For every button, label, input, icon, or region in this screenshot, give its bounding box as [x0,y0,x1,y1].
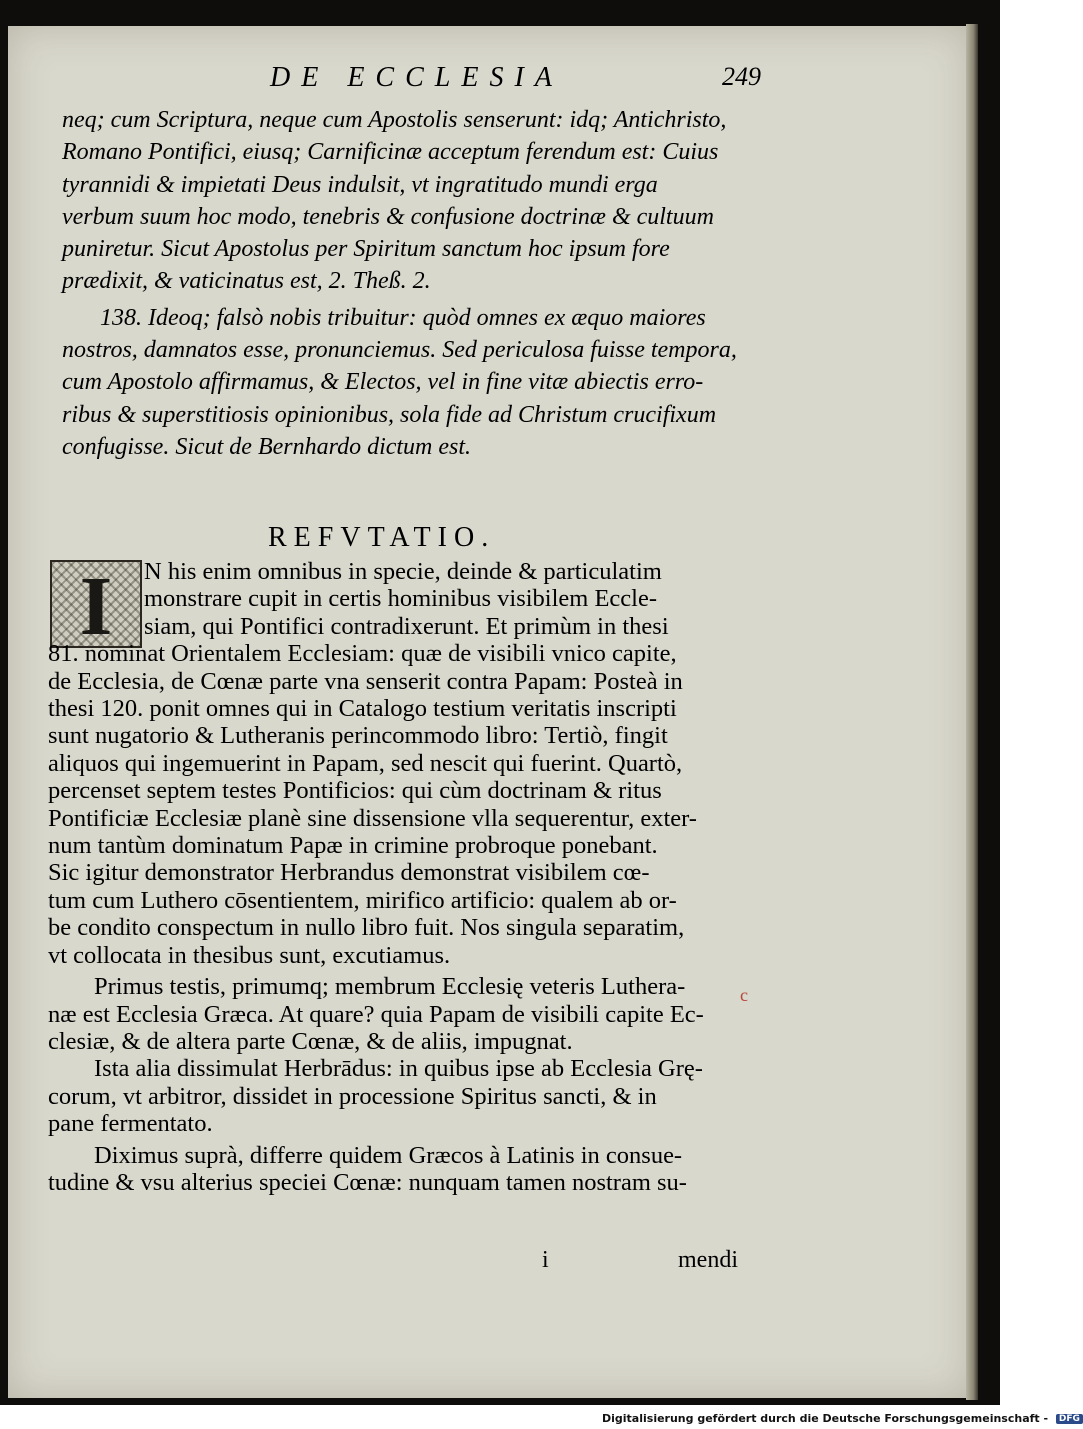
text-line: clesiæ, & de altera parte Cœnæ, & de aliis, impugnat. [48,1027,573,1055]
text-line: Primus testis, primumq; membrum Ecclesię veteris Luthera- [94,973,686,1001]
text-line: corum, vt arbitror, dissidet in processione Spiritus sancti, & in [48,1082,657,1110]
catchword: mendi [678,1247,738,1273]
italic-passage [62,104,782,463]
text-line: percenset septem testes Pontificios: qui cùm doctrinam & ritus [48,777,662,805]
text-line: confugisse. Sicut de Bernhardo dictum est. [62,433,472,460]
text-line: monstrare cupit in certis hominibus visibilem Eccle- [144,585,658,613]
text-line: Ista alia dissimulat Herbrādus: in quibus ipse ab Ecclesia Grę- [94,1055,703,1083]
text-line: prædixit, & vaticinatus est, 2. Theß. 2. [62,268,431,295]
text-line: num tantùm dominatum Papæ in crimine probroque ponebant. [48,832,658,860]
text-line: tyrannidi & impietati Deus indulsit, vt ingratitudo mundi erga [62,171,658,198]
text-line: pane fermentato. [48,1110,213,1138]
text-line: Sic igitur demonstrator Herbrandus demonstrat visibilem cœ- [48,859,650,887]
digitization-footer [602,1412,1083,1425]
text-line: sunt nugatorio & Lutheranis perincommodo libro: Tertiò, fingit [48,722,668,750]
signature-mark: i [542,1247,549,1273]
body-text [48,558,760,1196]
text-line: siam, qui Pontifici contradixerunt. Et primùm in thesi [144,612,669,640]
text-line: thesi 120. ponit omnes qui in Catalogo testium veritatis inscripti [48,695,677,723]
initial-letter: I [79,560,113,653]
text-line: 81. nominat Orientalem Ecclesiam: quæ de visibili vnico capite, [48,640,677,668]
margin-annotation: c [740,985,748,1005]
text-line: verbum suum hoc modo, tenebris & confusione doctrinæ & cultuum [62,203,714,230]
running-head: DE ECCLESIA [270,62,563,93]
page-number: 249 [722,62,761,91]
footer-text: Digitalisierung gefördert durch die Deutsche Forschungsgemeinschaft - [602,1412,1049,1425]
text-line: ribus & superstitiosis opinionibus, sola fide ad Christum crucifixum [62,401,717,428]
italic-paragraph-1 [62,104,782,298]
text-line: cum Apostolo affirmamus, & Electos, vel in fine vitæ abiectis erro- [62,369,704,396]
text-line: Romano Pontifici, eiusq; Carnificinæ acceptum ferendum est: Cuius [62,139,719,166]
text-line: be condito conspectum in nullo libro fuit. Nos singula separatim, [48,914,685,942]
section-heading: REFVTATIO. [268,522,496,553]
text-line: Diximus suprà, differre quidem Græcos à Latinis in consue- [94,1141,683,1169]
text-line: neq; cum Scriptura, neque cum Apostolis senserunt: idq; Antichristo, [62,107,727,133]
text-line: 138. Ideoq; falsò nobis tribuitur: quòd omnes ex æquo maiores [100,304,706,331]
text-line: tum cum Luthero cōsentientem, mirifico artificio: qualem ab or- [48,886,677,914]
text-line: vt collocata in thesibus sunt, excutiamus. [48,941,451,969]
text-line: N his enim omnibus in specie, deinde & particulatim [144,558,662,585]
text-line: Pontificiæ Ecclesiæ planè sine dissensione vlla sequerentur, exter- [48,804,697,832]
text-line: puniretur. Sicut Apostolus per Spiritum sanctum hoc ipsum fore [62,236,670,263]
text-line: nostros, damnatos esse, pronunciemus. Sed periculosa fuisse tempora, [62,337,737,364]
text-line: aliquos qui ingemuerint in Papam, sed nescit qui fuerint. Quartò, [48,749,683,777]
text-line: de Ecclesia, de Cœnæ parte vna senserit contra Papam: Posteà in [48,667,683,695]
text-line: næ est Ecclesia Græca. At quare? quia Papam de visibili capite Ec- [48,1000,704,1028]
page-edge [966,24,978,1400]
text-line: tudine & vsu alterius speciei Cœnæ: nunquam tamen nostram su- [48,1168,687,1196]
italic-paragraph-2 [62,302,782,463]
dfg-logo-icon: DFG [1056,1414,1083,1424]
